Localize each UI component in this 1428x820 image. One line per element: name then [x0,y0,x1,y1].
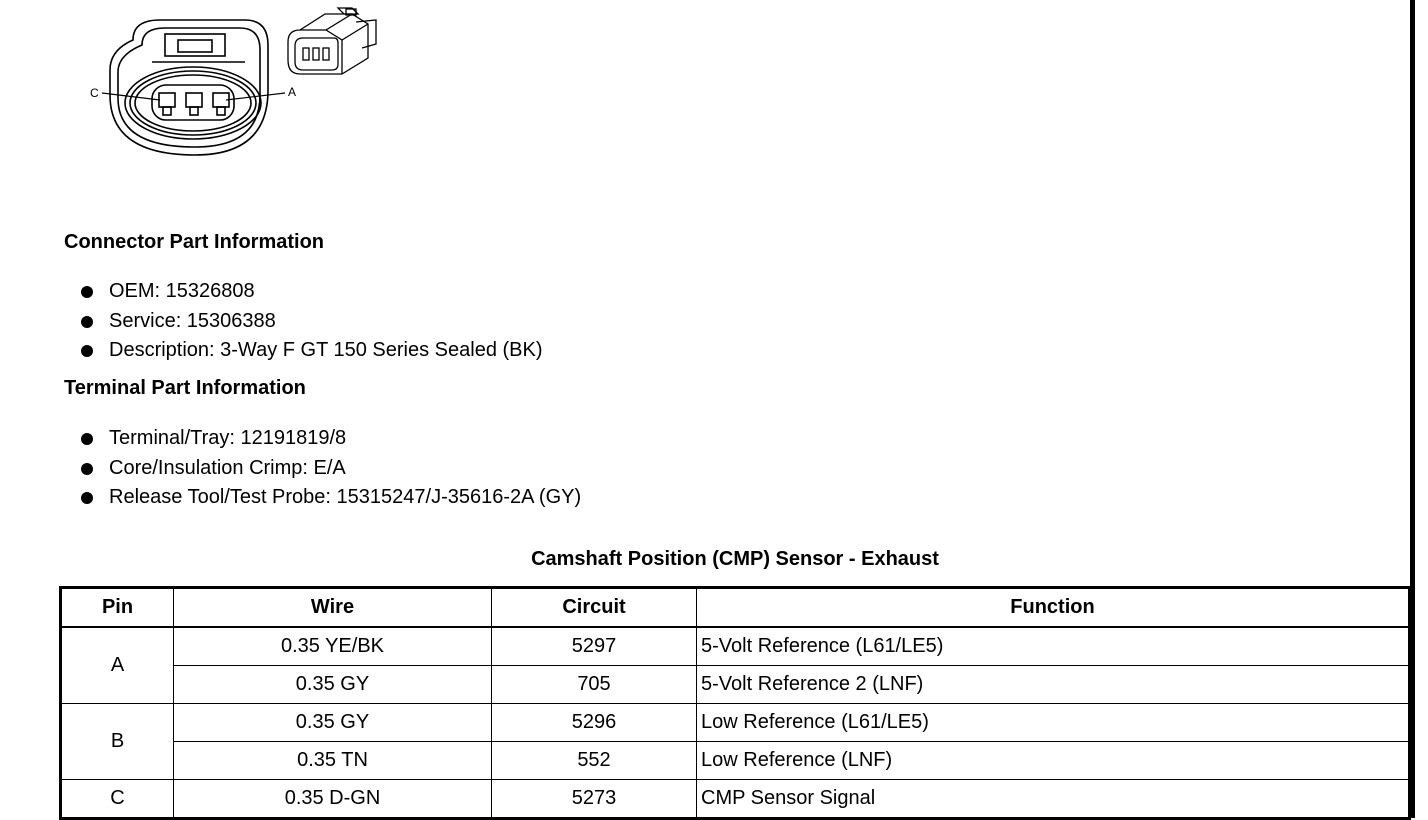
terminal-b [186,93,202,107]
wire-cell: 0.35 TN [174,742,492,780]
bullet-icon [81,345,93,357]
table-row [61,704,1410,742]
list-item: Description: 3-Way F GT 150 Series Sealed (BK) [80,336,543,366]
wire-cell: 0.35 YE/BK [174,627,492,666]
column-header-circuit: Circuit [492,588,697,628]
terminal-info-list [80,424,581,513]
circuit-cell: 5297 [492,627,697,666]
function-cell: Low Reference (L61/LE5) [697,704,1410,742]
pin-cell: C [61,780,174,819]
connector-info-list [80,277,543,366]
wire-cell: 0.35 GY [174,704,492,742]
pin-label-a: A [288,85,297,99]
column-header-function: Function [697,588,1410,628]
column-header-pin: Pin [61,588,174,628]
table-row [61,742,1410,780]
bullet-icon [81,463,93,475]
function-cell: 5-Volt Reference (L61/LE5) [697,627,1410,666]
bullet-icon [81,286,93,298]
table-header-row [61,588,1410,628]
wire-cell: 0.35 GY [174,666,492,704]
list-item: OEM: 15326808 [80,277,543,307]
connector-info-heading: Connector Part Information [64,231,325,253]
list-item: Core/Insulation Crimp: E/A [80,454,581,484]
connector-3d-thumbnail [288,8,376,74]
function-cell: 5-Volt Reference 2 (LNF) [697,666,1410,704]
bullet-icon [81,433,93,445]
function-cell: CMP Sensor Signal [697,780,1410,819]
circuit-cell: 552 [492,742,697,780]
list-item: Release Tool/Test Probe: 15315247/J-35616-2A (GY) [80,483,581,513]
connector-face-diagram [84,4,384,160]
seal-ring-outer [125,67,261,139]
table-row [61,666,1410,704]
pin-cell: A [61,627,174,704]
table-title: Camshaft Position (CMP) Sensor - Exhaust [531,548,939,570]
bullet-icon [81,316,93,328]
circuit-cell: 5296 [492,704,697,742]
function-cell: Low Reference (LNF) [697,742,1410,780]
connector-face-view [102,20,285,155]
wire-cell: 0.35 D-GN [174,780,492,819]
circuit-cell: 705 [492,666,697,704]
terminal-c [159,93,175,107]
pinout-table [59,586,1411,820]
column-header-wire: Wire [174,588,492,628]
seal-ring-middle [130,71,256,135]
table-row [61,627,1410,666]
pin-label-c: C [90,86,99,100]
terminal-info-heading: Terminal Part Information [64,377,306,399]
list-item: Service: 15306388 [80,307,543,337]
pin-cell: B [61,704,174,780]
bullet-icon [81,492,93,504]
list-item: Terminal/Tray: 12191819/8 [80,424,581,454]
circuit-cell: 5273 [492,780,697,819]
table-row [61,780,1410,819]
